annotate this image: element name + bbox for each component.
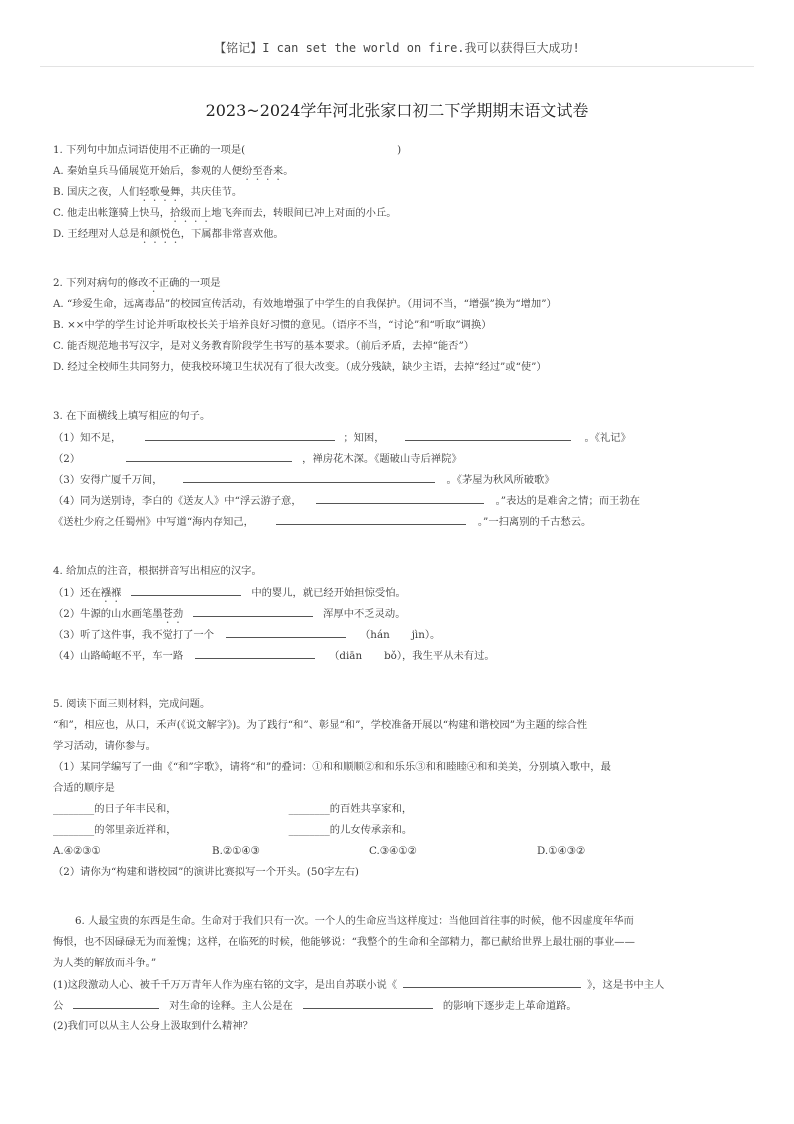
q2-option-b: B. ××中学的学生讨论并听取校长关于培养良好习惯的意见。（语序不当，“讨论”和“听取”调换）	[53, 319, 492, 331]
q3-l4-b: 。”表达的是难舍之情；而王勃在	[495, 495, 640, 507]
q5-option-b[interactable]: B.②①④③	[212, 845, 260, 857]
q2-stem-pre: 2. 下列对病句的修改	[53, 277, 149, 289]
q4-l2-a: （2）牛源的山水画笔墨	[53, 608, 163, 620]
q4-l3-pinyin-1: （hán	[360, 629, 390, 641]
q3-line-1	[53, 430, 631, 445]
q4-stem: 4. 给加点的注音，根据拼音写出相应的汉字。	[53, 565, 262, 577]
q4-blank-2[interactable]	[193, 606, 313, 617]
q3-blank-4[interactable]	[183, 472, 435, 483]
q4-l2-b: 浑厚中不乏灵动。	[323, 608, 406, 620]
exam-title: 2023~2024学年河北张家口初二下学期期末语文试卷	[205, 101, 589, 120]
q5-song-1b: 的百姓共享家和，	[329, 803, 413, 815]
q5-song-2b: 的儿女传承亲和。	[329, 824, 413, 836]
q6-blank-hero[interactable]	[73, 998, 159, 1009]
q1-b-dotted: 轻歌曼舞	[139, 186, 181, 198]
q4-l4-pinyin-2: bǒ），我生平从未有过。	[384, 650, 495, 662]
q1-d-dotted: 和颜悦色	[139, 228, 181, 240]
q3-l2-b: ，禅房花木深。《题破山寺后禅院》	[302, 453, 462, 465]
q2-stem-post: 正确的一项是	[158, 277, 221, 289]
q3-line-5	[53, 514, 591, 529]
q3-l1-a: （1）知不足，	[53, 432, 122, 444]
q5-stem: 5. 阅读下面三则材料，完成问题。	[53, 698, 211, 710]
q3-blank-1[interactable]	[145, 430, 335, 441]
q1-option-a	[53, 164, 294, 183]
q1-option-c	[53, 206, 397, 225]
q5-song-row-1	[53, 802, 412, 816]
q3-l2-a: （2）	[53, 453, 81, 465]
q4-l2-dotted: 苍劲	[162, 608, 184, 620]
q5-paragraph-1: “和”，相应也，从口，禾声(《说文解字》)。为了践行“和”、彰显“和”，学校准备开展以“构建和谐校园”为主题的综合性	[53, 719, 588, 731]
q1-stem-text: 1. 下列句中加点词语使用不正确的一项是(	[53, 144, 246, 156]
q1-d-post: ，下属都非常喜欢他。	[180, 228, 284, 240]
q3-line-3	[53, 472, 555, 487]
q1-a-dotted: 纷至沓来	[242, 165, 284, 177]
q6-paragraph-2: 悔恨，也不因碌碌无为而羞愧；这样，在临死的时候，他能够说：“我整个的生命和全部精力，都已献给世界上最壮丽的事业——	[53, 936, 635, 948]
q4-l3-a: （3）听了这件事，我不觉打了一个	[53, 629, 215, 641]
q3-blank-3[interactable]	[126, 451, 292, 462]
q2-option-c: C. 能否规范地书写汉字，是对义务教育阶段学生书写的基本要求。（前后矛盾，去掉“能否”）	[53, 340, 475, 352]
q3-l4-a: （4）同为送别诗，李白的《送友人》中“浮云游子意，	[53, 495, 302, 507]
q3-line-2	[53, 451, 462, 466]
q1-a-post: 。	[283, 165, 294, 177]
q5-option-c[interactable]: C.③④①②	[369, 845, 417, 857]
q4-l1-a: （1）还在	[53, 587, 101, 599]
q6-sub2: (2)我们可以从主人公身上汲取到什么精神？	[53, 1020, 253, 1032]
q4-l4-a: （4）山路崎岖不平，车一路	[53, 650, 184, 662]
q5-sub1-line-b: 合适的顺序是	[53, 782, 115, 794]
q3-l1-c: 。《礼记》	[584, 432, 631, 444]
q6-blank-influence[interactable]	[303, 998, 433, 1009]
q4-blank-4[interactable]	[195, 648, 315, 659]
q3-blank-5[interactable]	[316, 493, 484, 504]
q1-option-b	[53, 185, 242, 204]
q5-sub2: （2）请你为“构建和谐校园”的演讲比赛拟写一个开头。(50字左右)	[53, 866, 359, 878]
q5-sub1-line-a: （1）某同学编写了一曲《“和”字歌》，请将“和”的叠词：①和和顺顺②和和乐乐③和和睦睦④和和美美，分别填入歌中，最	[53, 761, 611, 773]
q5-options	[53, 844, 585, 858]
q4-l1-dotted: 襁褓	[100, 587, 122, 599]
q4-line-3	[53, 627, 440, 642]
q4-line-1	[53, 585, 406, 605]
q6-s1-d: 对生命的诠释。主人公是在	[169, 1000, 293, 1012]
q4-line-2	[53, 606, 406, 626]
q1-c-post: 地飞奔而去，转眼间已冲上对面的小丘。	[211, 207, 397, 219]
q6-sub1-line-a	[53, 977, 664, 992]
q3-l3-a: （3）安得广厦千万间，	[53, 474, 163, 486]
q6-sub1-line-b	[53, 998, 577, 1013]
q1-a-pre: A. 秦始皇兵马俑展览开始后，参观的人便	[53, 165, 243, 177]
q1-c-pre: C. 他走出帐篷骑上快马，	[53, 207, 171, 219]
q1-stem-close: )	[397, 144, 402, 156]
q1-option-d	[53, 227, 284, 246]
q3-blank-2[interactable]	[405, 430, 571, 441]
q4-blank-3[interactable]	[226, 627, 346, 638]
q5-song-blank-2[interactable]: ________	[288, 803, 330, 815]
q3-l3-b: 。《茅屋为秋风所破歌》	[446, 474, 555, 486]
q2-stem-dotted: 不	[148, 277, 159, 289]
q6-s1-b: 》，这是书中主人	[587, 979, 665, 991]
header-divider	[40, 66, 754, 67]
q5-song-2a: 的邻里亲近祥和，	[94, 824, 177, 836]
q6-s1-c: 公	[53, 1000, 64, 1012]
q6-s1-a: (1)这段激动人心、被千千万万青年人作为座右铭的文字，是出自苏联小说《	[53, 979, 398, 991]
q1-stem	[53, 143, 401, 157]
q4-blank-1[interactable]	[131, 585, 241, 596]
q4-line-4	[53, 648, 495, 663]
q3-l1-b: ；知困，	[343, 432, 385, 444]
q1-b-post: ，共庆佳节。	[180, 186, 243, 198]
q4-l3-pinyin-2: jìn）。	[411, 629, 441, 641]
q4-l1-b: 中的婴儿，就已经开始担惊受怕。	[251, 587, 406, 599]
q6-blank-book[interactable]	[403, 977, 581, 988]
q5-song-blank-4[interactable]: ________	[288, 824, 330, 836]
page-header-motto: 【铭记】I can set the world on fire.我可以获得巨大成功!	[214, 41, 580, 55]
q5-option-a[interactable]: A.④②③①	[53, 845, 101, 857]
q6-paragraph-3: 为人类的解放而斗争。”	[53, 957, 157, 969]
q5-paragraph-2: 学习活动，请你参与。	[53, 740, 156, 752]
q5-option-d[interactable]: D.①④③②	[537, 845, 586, 857]
q3-blank-6[interactable]	[276, 514, 466, 525]
q6-paragraph-1: 6. 人最宝贵的东西是生命。生命对于我们只有一次。一个人的生命应当这样度过：当他回首往事的时候，他不因虚度年华而	[75, 915, 634, 927]
q6-s1-e: 的影响下逐步走上革命道路。	[442, 1000, 577, 1012]
q3-l5-b: 。”一扫离别的千古愁云。	[477, 516, 592, 528]
q1-c-dotted: 拾级而上	[170, 207, 212, 219]
q3-l5-a: 《送杜少府之任蜀州》中写道“海内存知己，	[53, 516, 254, 528]
q1-b-pre: B. 国庆之夜，人们	[53, 186, 140, 198]
q5-song-row-2	[53, 823, 412, 837]
q1-d-pre: D. 王经理对人总是	[53, 228, 140, 240]
q2-stem	[53, 276, 221, 295]
q3-stem: 3. 在下面横线上填写相应的句子。	[53, 410, 211, 422]
q4-l4-pinyin-1: （diān	[329, 650, 363, 662]
q2-option-a: A. “珍爱生命，远离毒品”的校园宣传活动，有效地增强了中学生的自我保护。（用词不当，“增强”换为“增加”）	[53, 298, 557, 310]
q3-line-4	[53, 493, 640, 508]
q2-option-d: D. 经过全校师生共同努力，使我校环境卫生状况有了很大改变。（成分残缺，缺少主语，去掉“经过”或“使”）	[53, 361, 547, 373]
q5-song-1a: 的日子年丰民和，	[94, 803, 177, 815]
q5-song-blank-1[interactable]: ________	[53, 803, 95, 815]
q5-song-blank-3[interactable]: ________	[53, 824, 95, 836]
